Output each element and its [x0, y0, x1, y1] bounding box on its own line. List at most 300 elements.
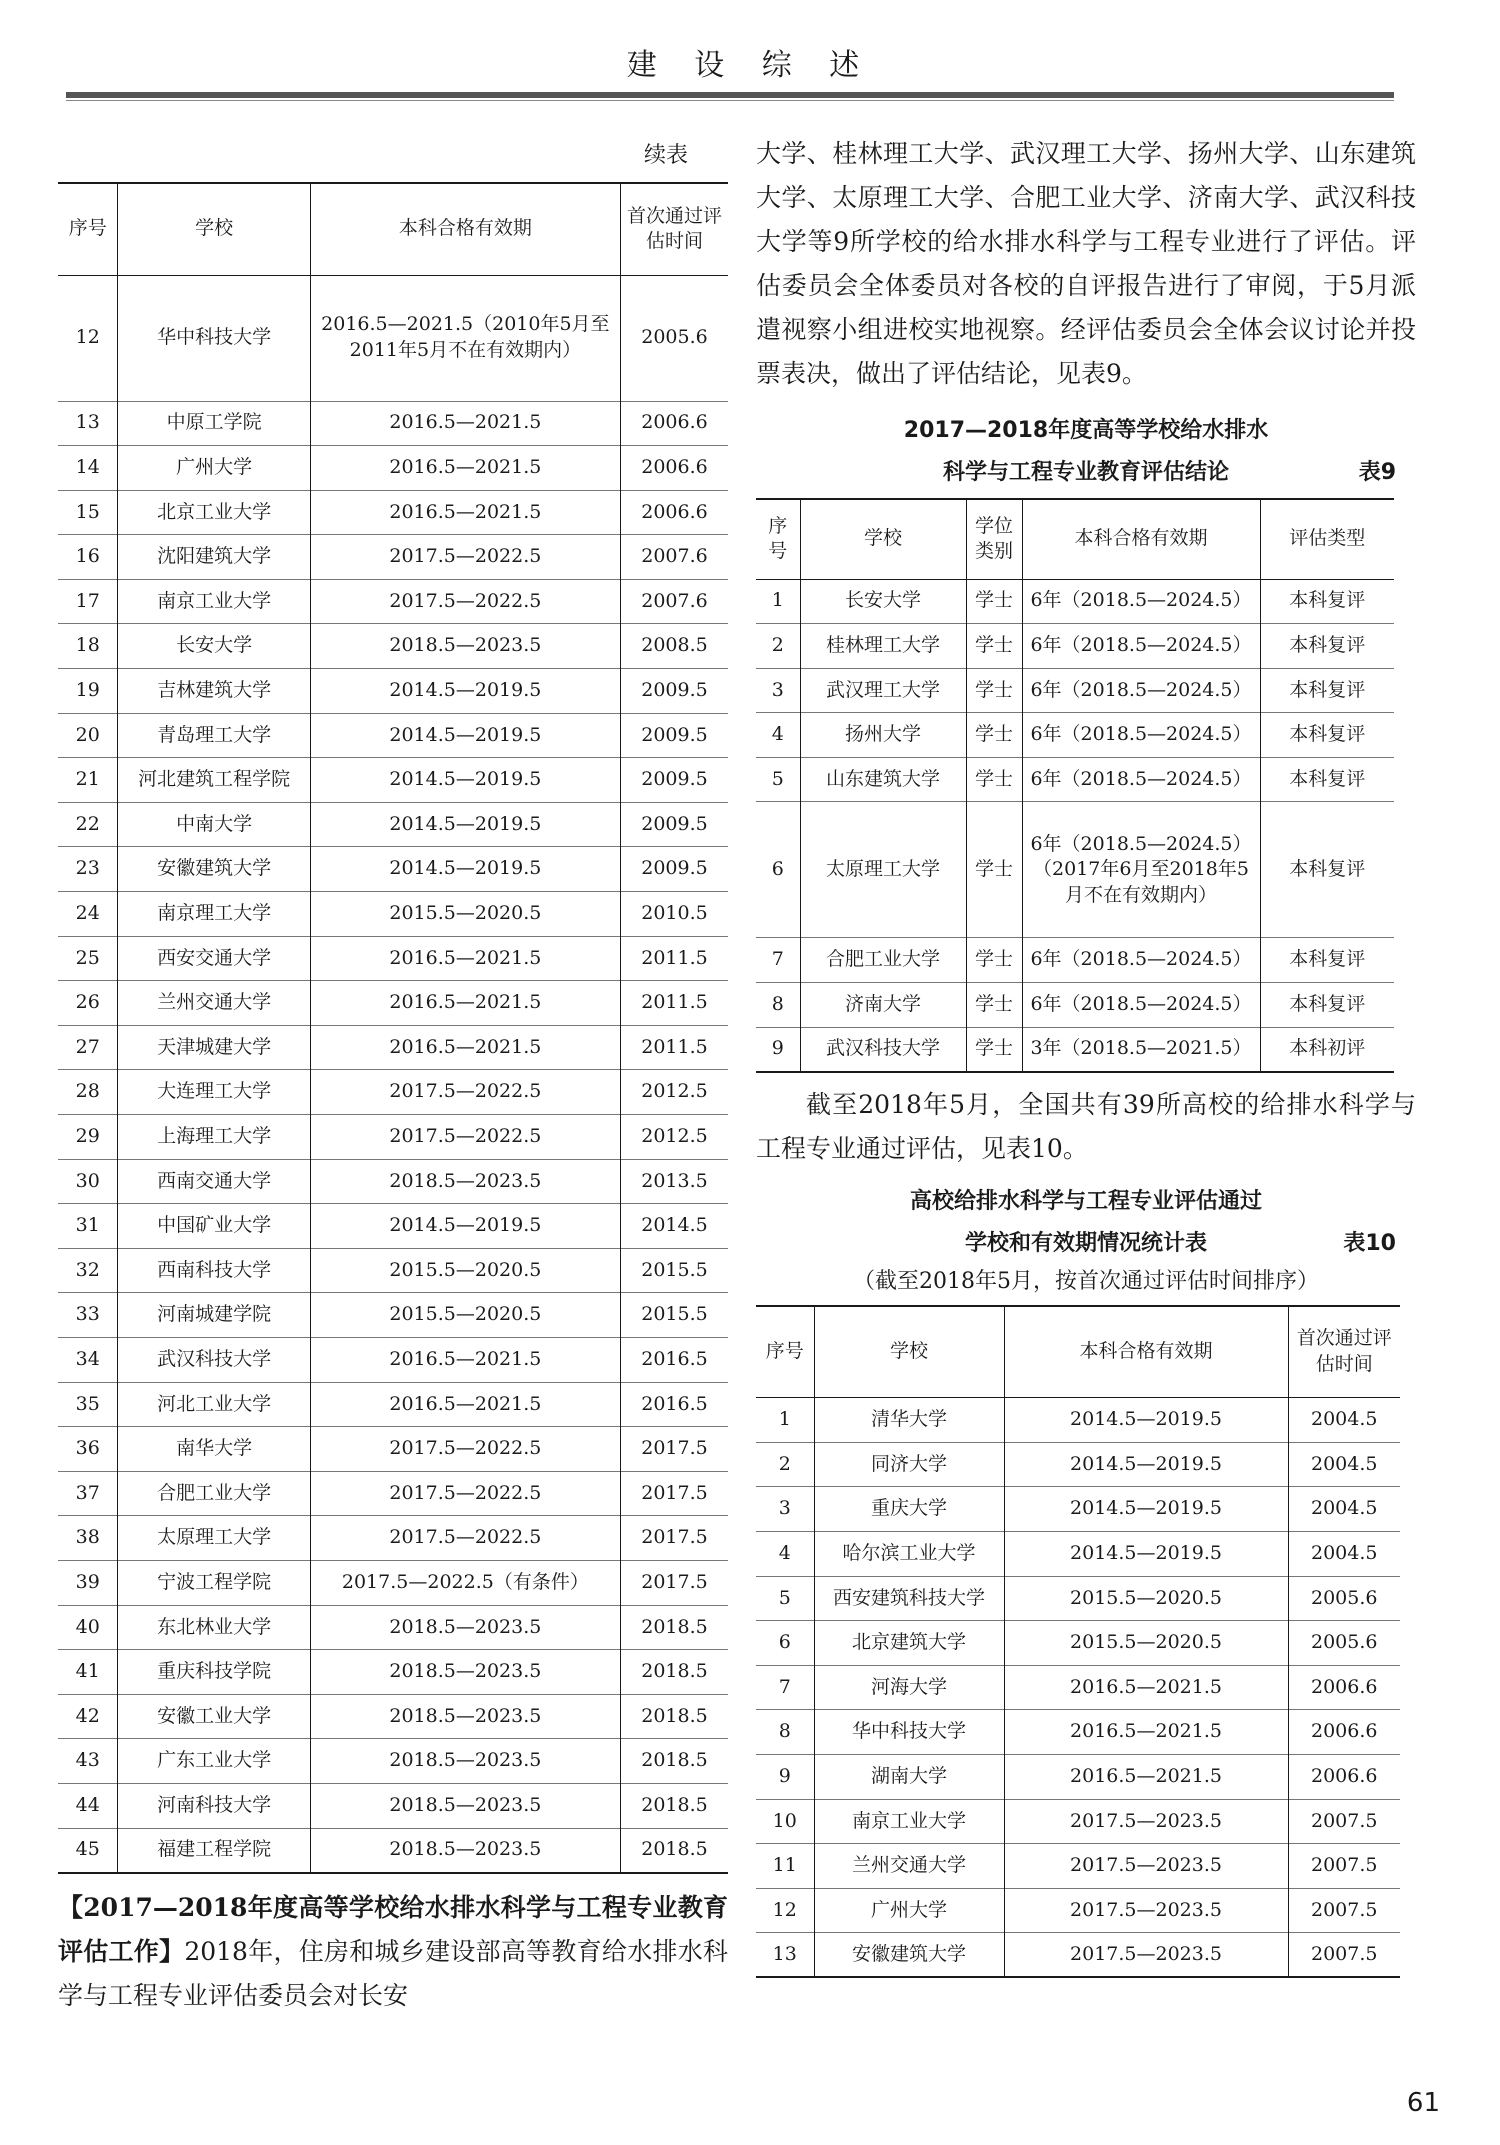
right-column [756, 130, 1416, 1978]
table-cell: 吉林建筑大学 [118, 669, 310, 714]
table-cell: 南京理工大学 [118, 892, 310, 937]
table-row [58, 1560, 728, 1605]
table-cell: 40 [58, 1605, 118, 1650]
table-cell: 6 [756, 802, 800, 938]
table-cell: 3年（2018.5—2021.5） [1022, 1027, 1260, 1072]
table-cell: 2009.5 [620, 847, 728, 892]
evaluation-paragraph [58, 1886, 728, 2018]
table-cell: 4 [756, 713, 800, 758]
table-cell: 2018.5—2023.5 [310, 1694, 620, 1739]
table-cell: 2006.6 [1288, 1755, 1400, 1800]
table-cell: 7 [756, 938, 800, 983]
table-row [58, 1115, 728, 1160]
table-cell: 27 [58, 1025, 118, 1070]
table-cell: 2016.5 [620, 1382, 728, 1427]
table-cell: 6 [756, 1621, 814, 1666]
table-cell: 23 [58, 847, 118, 892]
table-cell: 2017.5—2022.5 [310, 1115, 620, 1160]
table-row [756, 938, 1394, 983]
table-cell: 30 [58, 1159, 118, 1204]
table-cell: 武汉科技大学 [800, 1027, 966, 1072]
table-row [756, 1844, 1400, 1889]
table-row [756, 1933, 1400, 1978]
table9-number: 表9 [1358, 460, 1396, 485]
table-header-row [756, 1306, 1400, 1398]
table-cell: 2014.5—2019.5 [310, 847, 620, 892]
header-cell: 学位类别 [966, 499, 1022, 579]
table-cell: 中南大学 [118, 802, 310, 847]
table-cell: 重庆大学 [814, 1487, 1004, 1532]
table9-title-text: 科学与工程专业教育评估结论 [942, 460, 1229, 485]
table-cell: 合肥工业大学 [118, 1471, 310, 1516]
table-cell: 21 [58, 758, 118, 803]
table-cell: 2 [756, 624, 800, 669]
table-cell: 10 [756, 1799, 814, 1844]
table-cell: 沈阳建筑大学 [118, 535, 310, 580]
table-row [58, 1382, 728, 1427]
table-row [58, 1293, 728, 1338]
header-cell: 序号 [58, 183, 118, 275]
table-row [58, 1204, 728, 1249]
table-cell: 河海大学 [814, 1665, 1004, 1710]
table-cell: 8 [756, 983, 800, 1028]
table-row [58, 275, 728, 401]
table-cell: 2014.5—2019.5 [310, 758, 620, 803]
table-cell: 37 [58, 1471, 118, 1516]
table-cell: 2014.5—2019.5 [1004, 1532, 1288, 1577]
table-cell: 2004.5 [1288, 1532, 1400, 1577]
table-cell: 2017.5 [620, 1427, 728, 1472]
table-cell: 2018.5—2023.5 [310, 1650, 620, 1695]
table-cell: 16 [58, 535, 118, 580]
table-cell: 29 [58, 1115, 118, 1160]
table-cell: 26 [58, 981, 118, 1026]
table-cell: 2014.5 [620, 1204, 728, 1249]
table-row [58, 1516, 728, 1561]
table-cell: 39 [58, 1560, 118, 1605]
table-cell: 西南科技大学 [118, 1248, 310, 1293]
table-cell: 湖南大学 [814, 1755, 1004, 1800]
page-number: 61 [1406, 2088, 1440, 2118]
table-cell: 2011.5 [620, 936, 728, 981]
table-cell: 本科复评 [1260, 713, 1394, 758]
table-cell: 桂林理工大学 [800, 624, 966, 669]
header-rule [66, 92, 1394, 98]
table-row [756, 1710, 1400, 1755]
table-cell: 2015.5—2020.5 [310, 1293, 620, 1338]
table-cell: 武汉理工大学 [800, 668, 966, 713]
table-cell: 2 [756, 1442, 814, 1487]
table-cell: 广州大学 [814, 1888, 1004, 1933]
table10-number: 表10 [1343, 1230, 1396, 1256]
table-cell: 太原理工大学 [800, 802, 966, 938]
table-cell: 2018.5—2023.5 [310, 1828, 620, 1873]
table-cell: 河北工业大学 [118, 1382, 310, 1427]
table-cell: 11 [756, 1844, 814, 1889]
table9-evaluation-results [756, 498, 1394, 1073]
table-cell: 南华大学 [118, 1427, 310, 1472]
table-row [58, 401, 728, 446]
table-cell: 河南科技大学 [118, 1783, 310, 1828]
table-cell: 长安大学 [800, 579, 966, 624]
table-cell: 2004.5 [1288, 1487, 1400, 1532]
table-row [756, 1027, 1394, 1072]
table-cell: 广州大学 [118, 446, 310, 491]
table-cell: 3 [756, 1487, 814, 1532]
table-cell: 2005.6 [1288, 1576, 1400, 1621]
table-row [756, 1621, 1400, 1666]
table-cell: 2018.5—2023.5 [310, 1159, 620, 1204]
table-cell: 34 [58, 1337, 118, 1382]
table-cell: 山东建筑大学 [800, 757, 966, 802]
table-cell: 学士 [966, 713, 1022, 758]
table-cell: 2017.5—2022.5 [310, 579, 620, 624]
table-cell: 2017.5—2022.5 [310, 1427, 620, 1472]
table-cell: 2015.5 [620, 1248, 728, 1293]
table-cell: 20 [58, 713, 118, 758]
table10-accredited-schools [756, 1305, 1400, 1979]
table-cell: 2007.6 [620, 535, 728, 580]
summary-paragraph: 截至2018年5月，全国共有39所高校的给排水科学与工程专业通过评估，见表10。 [756, 1089, 1416, 1163]
table-cell: 25 [58, 936, 118, 981]
table-cell: 8 [756, 1710, 814, 1755]
table-cell: 天津城建大学 [118, 1025, 310, 1070]
table-row [756, 1799, 1400, 1844]
table-cell: 2007.5 [1288, 1844, 1400, 1889]
header-cell: 评估类型 [1260, 499, 1394, 579]
table-cell: 2017.5—2023.5 [1004, 1799, 1288, 1844]
table-row [58, 847, 728, 892]
table-cell: 35 [58, 1382, 118, 1427]
table-cell: 2007.5 [1288, 1933, 1400, 1978]
table-cell: 2018.5 [620, 1694, 728, 1739]
header-cell: 学校 [814, 1306, 1004, 1398]
table-cell: 本科初评 [1260, 1027, 1394, 1072]
paragraph-heading: 【2017—2018年度高等学校给水排水科学与工程专业教育评估工作】 [58, 1892, 728, 1966]
table-cell: 2014.5—2019.5 [310, 802, 620, 847]
table-row [58, 802, 728, 847]
table-cell: 6年（2018.5—2024.5） [1022, 938, 1260, 983]
table-cell: 福建工程学院 [118, 1828, 310, 1873]
table-cell: 济南大学 [800, 983, 966, 1028]
table-cell: 2014.5—2019.5 [1004, 1487, 1288, 1532]
header-cell: 学校 [800, 499, 966, 579]
table-cell: 2017.5 [620, 1560, 728, 1605]
table-cell: 7 [756, 1665, 814, 1710]
header-cell: 首次通过评估时间 [1288, 1306, 1400, 1398]
table-row [58, 1694, 728, 1739]
table-cell: 2009.5 [620, 758, 728, 803]
table-cell: 长安大学 [118, 624, 310, 669]
table-cell: 广东工业大学 [118, 1739, 310, 1784]
table-cell: 2018.5—2023.5 [310, 1605, 620, 1650]
table-row [58, 535, 728, 580]
table-cell: 1 [778, 1408, 791, 1431]
table-cell: 本科复评 [1260, 624, 1394, 669]
table-cell: 同济大学 [814, 1442, 1004, 1487]
table-cell: 2014.5—2019.5 [310, 669, 620, 714]
table-cell: 东北林业大学 [118, 1605, 310, 1650]
table-cell: 5 [756, 1576, 814, 1621]
table-cell: 2017.5 [620, 1516, 728, 1561]
table-cell: 2018.5 [620, 1605, 728, 1650]
table-row [756, 1755, 1400, 1800]
table-cell: 2014.5—2019.5 [1004, 1442, 1288, 1487]
table-row [756, 668, 1394, 713]
table-row [58, 1650, 728, 1695]
table-cell: 华中科技大学 [118, 275, 310, 401]
table-row [58, 1828, 728, 1873]
table-cell: 2005.6 [1288, 1621, 1400, 1666]
table-cell: 本科复评 [1260, 802, 1394, 938]
table-row [756, 1532, 1400, 1577]
table-cell: 学士 [966, 983, 1022, 1028]
table-cell: 2018.5—2023.5 [310, 1739, 620, 1784]
table-row [58, 579, 728, 624]
table-header-row [58, 183, 728, 275]
table-cell: 6年（2018.5—2024.5）（2017年6月至2018年5月不在有效期内） [1022, 802, 1260, 938]
table-cell: 6年（2018.5—2024.5） [1022, 668, 1260, 713]
table-cell: 安徽建筑大学 [118, 847, 310, 892]
table-cell: 9 [756, 1027, 800, 1072]
accreditation-table-continued [58, 182, 728, 1874]
table-cell: 本科复评 [1260, 757, 1394, 802]
table-cell: 14 [58, 446, 118, 491]
table-cell: 15 [58, 490, 118, 535]
table-cell: 2014.5—2019.5 [1004, 1398, 1288, 1443]
table-cell: 2016.5—2021.5 [310, 490, 620, 535]
table-cell: 1 [771, 589, 784, 612]
table-row [58, 446, 728, 491]
header-cell: 序号 [756, 1306, 814, 1398]
table-cell: 2017.5—2023.5 [1004, 1888, 1288, 1933]
table-cell: 学士 [966, 624, 1022, 669]
table-cell: 2008.5 [620, 624, 728, 669]
table-cell: 2017.5—2022.5 [310, 535, 620, 580]
table10-title-line1: 高校给排水科学与工程专业评估通过 [909, 1188, 1262, 1214]
table-row [756, 1442, 1400, 1487]
table-cell: 2016.5—2021.5 [310, 1025, 620, 1070]
table-cell: 3 [756, 668, 800, 713]
table-cell: 2016.5—2021.5 [1004, 1755, 1288, 1800]
table-row [58, 1783, 728, 1828]
table-cell: 2006.6 [620, 490, 728, 535]
table-cell: 学士 [966, 802, 1022, 938]
table-row [756, 1888, 1400, 1933]
table-cell: 2017.5—2022.5（有条件） [310, 1560, 620, 1605]
table-cell: 安徽建筑大学 [814, 1933, 1004, 1978]
table-row [58, 713, 728, 758]
table-cell: 2017.5—2023.5 [1004, 1933, 1288, 1978]
table-cell: 2016.5—2021.5 [310, 1337, 620, 1382]
table-cell: 2007.5 [1288, 1888, 1400, 1933]
table-cell: 重庆科技学院 [118, 1650, 310, 1695]
table-row [756, 624, 1394, 669]
table-cell: 2006.6 [1288, 1710, 1400, 1755]
table-cell: 2018.5 [620, 1739, 728, 1784]
table-cell: 2014.5—2019.5 [310, 1204, 620, 1249]
table-row [58, 758, 728, 803]
table-cell: 43 [58, 1739, 118, 1784]
table-cell: 6年（2018.5—2024.5） [1022, 983, 1260, 1028]
table-cell: 2017.5 [620, 1471, 728, 1516]
table-cell: 2016.5—2021.5 [310, 981, 620, 1026]
table-cell: 28 [58, 1070, 118, 1115]
table-cell: 大连理工大学 [118, 1070, 310, 1115]
table-row [58, 1471, 728, 1516]
table-cell: 扬州大学 [800, 713, 966, 758]
table-cell: 2016.5—2021.5 [310, 936, 620, 981]
table-cell: 2012.5 [620, 1115, 728, 1160]
table-cell: 河北建筑工程学院 [118, 758, 310, 803]
table-cell: 2018.5 [620, 1783, 728, 1828]
table9-title-line2 [756, 452, 1416, 494]
table-cell: 5 [756, 757, 800, 802]
table-cell: 学士 [966, 757, 1022, 802]
table-cell: 2015.5—2020.5 [1004, 1621, 1288, 1666]
table-cell: 2011.5 [620, 1025, 728, 1070]
table-cell: 2018.5—2023.5 [310, 624, 620, 669]
table-cell: 17 [58, 579, 118, 624]
table-row [58, 1159, 728, 1204]
table-cell: 2009.5 [620, 669, 728, 714]
table-cell: 中原工学院 [118, 401, 310, 446]
table-cell: 学士 [966, 938, 1022, 983]
table-cell: 2006.6 [1288, 1665, 1400, 1710]
table-cell: 2016.5—2021.5 [310, 1382, 620, 1427]
table-row [756, 802, 1394, 938]
table-cell: 中国矿业大学 [118, 1204, 310, 1249]
table-cell: 22 [58, 802, 118, 847]
table-cell: 2009.5 [620, 713, 728, 758]
table-cell: 6年（2018.5—2024.5） [1022, 713, 1260, 758]
table-cell: 本科复评 [1260, 938, 1394, 983]
table-cell: 本科复评 [1260, 579, 1394, 624]
table-cell: 2016.5 [620, 1337, 728, 1382]
table-cell: 西南交通大学 [118, 1159, 310, 1204]
table-cell: 38 [58, 1516, 118, 1561]
table-cell: 北京建筑大学 [814, 1621, 1004, 1666]
table-row [756, 1576, 1400, 1621]
table-row [756, 713, 1394, 758]
table-row [756, 1665, 1400, 1710]
table-row [756, 983, 1394, 1028]
table-cell: 2009.5 [620, 802, 728, 847]
header-cell: 本科合格有效期 [1004, 1306, 1288, 1398]
table-cell: 西安建筑科技大学 [814, 1576, 1004, 1621]
table-cell: 36 [58, 1427, 118, 1472]
table-cell: 2017.5—2022.5 [310, 1516, 620, 1561]
table-cell: 哈尔滨工业大学 [814, 1532, 1004, 1577]
table-cell: 44 [58, 1783, 118, 1828]
table-cell: 2016.5—2021.5（2010年5月至2011年5月不在有效期内） [310, 275, 620, 401]
table-cell: 南京工业大学 [118, 579, 310, 624]
table-cell: 兰州交通大学 [814, 1844, 1004, 1889]
table-cell: 31 [58, 1204, 118, 1249]
table-row [756, 757, 1394, 802]
table-cell: 6年（2018.5—2024.5） [1022, 757, 1260, 802]
table-cell: 南京工业大学 [814, 1799, 1004, 1844]
table-cell: 2016.5—2021.5 [1004, 1710, 1288, 1755]
table-cell: 华中科技大学 [814, 1710, 1004, 1755]
table-cell: 6年（2018.5—2024.5） [1022, 624, 1260, 669]
left-column [58, 130, 728, 2018]
table-cell: 2006.6 [620, 401, 728, 446]
header-cell: 序号 [756, 499, 800, 579]
table-row [58, 1248, 728, 1293]
table-row [756, 1487, 1400, 1532]
table-cell: 32 [58, 1248, 118, 1293]
table-cell: 宁波工程学院 [118, 1560, 310, 1605]
table-cell: 河南城建学院 [118, 1293, 310, 1338]
table-cell: 2017.5—2022.5 [310, 1471, 620, 1516]
table-cell: 2015.5—2020.5 [310, 1248, 620, 1293]
table-cell: 33 [58, 1293, 118, 1338]
table-cell: 兰州交通大学 [118, 981, 310, 1026]
table-cell: 6年（2018.5—2024.5） [1022, 579, 1260, 624]
table-cell: 学士 [966, 579, 1022, 624]
table10-title-line2 [756, 1223, 1416, 1265]
table-cell: 2018.5 [620, 1828, 728, 1873]
table-cell: 北京工业大学 [118, 490, 310, 535]
table-row [58, 936, 728, 981]
table-cell: 45 [58, 1828, 118, 1873]
table-row [756, 1398, 1400, 1443]
table-cell: 2004.5 [1288, 1442, 1400, 1487]
table-cell: 2015.5 [620, 1293, 728, 1338]
table-cell: 12 [75, 326, 100, 349]
table-cell: 2018.5 [620, 1650, 728, 1695]
table-cell: 24 [58, 892, 118, 937]
table-row [58, 1605, 728, 1650]
table-cell: 2004.5 [1288, 1398, 1400, 1443]
table-cell: 2010.5 [620, 892, 728, 937]
table10-subtitle: （截至2018年5月，按首次通过评估时间排序） [853, 1268, 1319, 1294]
table-cell: 41 [58, 1650, 118, 1695]
table-cell: 本科复评 [1260, 983, 1394, 1028]
table-cell: 4 [756, 1532, 814, 1577]
table-cell: 2006.6 [620, 446, 728, 491]
table-cell: 2015.5—2020.5 [310, 892, 620, 937]
paragraph-text: 2018年，住房和城乡建设部高等教育给水排水科学与工程专业评估委员会对长安 [58, 1936, 728, 2010]
table-cell: 学士 [966, 668, 1022, 713]
table-row [58, 1337, 728, 1382]
table-cell: 本科复评 [1260, 668, 1394, 713]
evaluation-paragraph-continued: 大学、桂林理工大学、武汉理工大学、扬州大学、山东建筑大学、太原理工大学、合肥工业大学、济南大学、武汉科技大学等9所学校的给水排水科学与工程专业进行了评估。评估委员会全体委员对各校的自评报告进行了审阅，于5月派遣视察小组进校实地视察。经评估委员会全体会议讨论并投票表决，做出了评估结论，见表9。 [756, 139, 1416, 388]
running-header: 建 设 综 述 [626, 48, 874, 83]
table-cell: 安徽工业大学 [118, 1694, 310, 1739]
table-cell: 2015.5—2020.5 [1004, 1576, 1288, 1621]
table-cell: 2016.5—2021.5 [310, 401, 620, 446]
header-cell: 首次通过评估时间 [620, 183, 728, 275]
table-cell: 清华大学 [814, 1398, 1004, 1443]
table-cell: 2012.5 [620, 1070, 728, 1115]
table-cell: 2016.5—2021.5 [1004, 1665, 1288, 1710]
table-cell: 2018.5—2023.5 [310, 1783, 620, 1828]
table-cell: 2017.5—2023.5 [1004, 1844, 1288, 1889]
table-cell: 2016.5—2021.5 [310, 446, 620, 491]
table-cell: 19 [58, 669, 118, 714]
table-cell: 学士 [966, 1027, 1022, 1072]
table-cell: 42 [58, 1694, 118, 1739]
table-cell: 18 [58, 624, 118, 669]
table-row [58, 1025, 728, 1070]
table-cell: 2011.5 [620, 981, 728, 1026]
header-cell: 学校 [118, 183, 310, 275]
table10-title-text: 学校和有效期情况统计表 [964, 1230, 1207, 1256]
table-cell: 2007.6 [620, 579, 728, 624]
table-cell: 13 [756, 1933, 814, 1978]
